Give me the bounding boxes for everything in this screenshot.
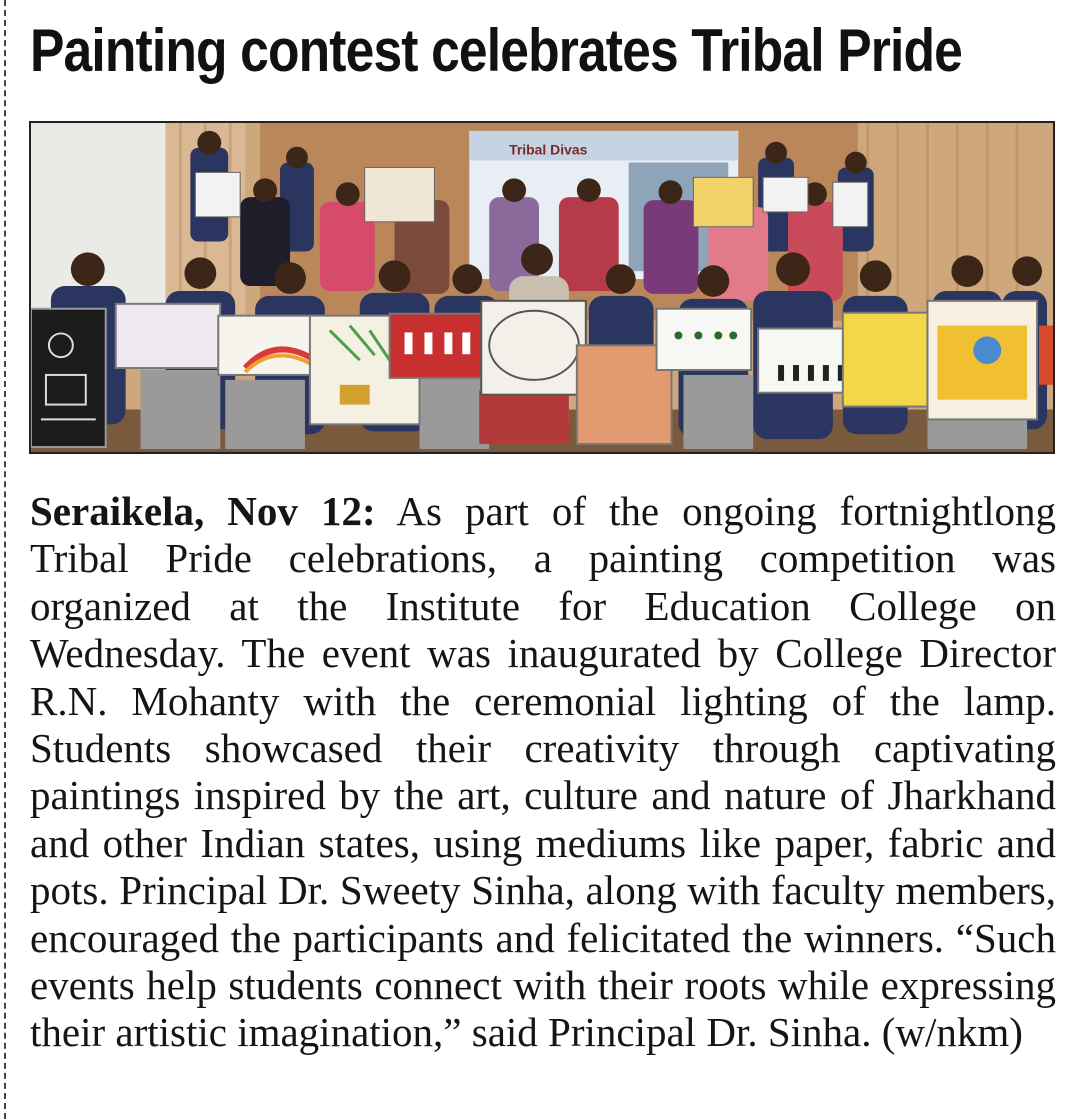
article-text: As part of the ongoing fortnightlong Tribal Pride celebrations, a painting competition was organized at the Institute for Education College on Wednesday. The event was inaugurated by College Director R.N. Mohanty with the ceremonial lighting of the lamp. Students showcased their creativity through captivating paintings inspired by the art, culture and nature of Jharkhand and other Indian states, using mediums like paper, fabric and pots. Principal Dr. Sweety Sinha, along with faculty members, encouraged the participants and felicitated the winners. “Such events help students connect with their roots while expressing their artistic imagination,” said Principal Dr. Sinha. (w/nkm) xyxy=(30,488,1056,1056)
dateline: Seraikela, Nov 12: xyxy=(30,488,376,534)
headline: Painting contest celebrates Tribal Pride xyxy=(30,17,962,84)
article-body xyxy=(30,488,1056,1108)
painting-black xyxy=(31,309,106,447)
news-photo xyxy=(29,121,1055,454)
white-wall xyxy=(31,123,165,311)
svg-text:Tribal Divas: Tribal Divas xyxy=(509,141,588,158)
painting-yellow xyxy=(843,313,938,407)
photo-illustration xyxy=(31,123,1053,452)
dashed-cut-line xyxy=(4,0,6,1119)
